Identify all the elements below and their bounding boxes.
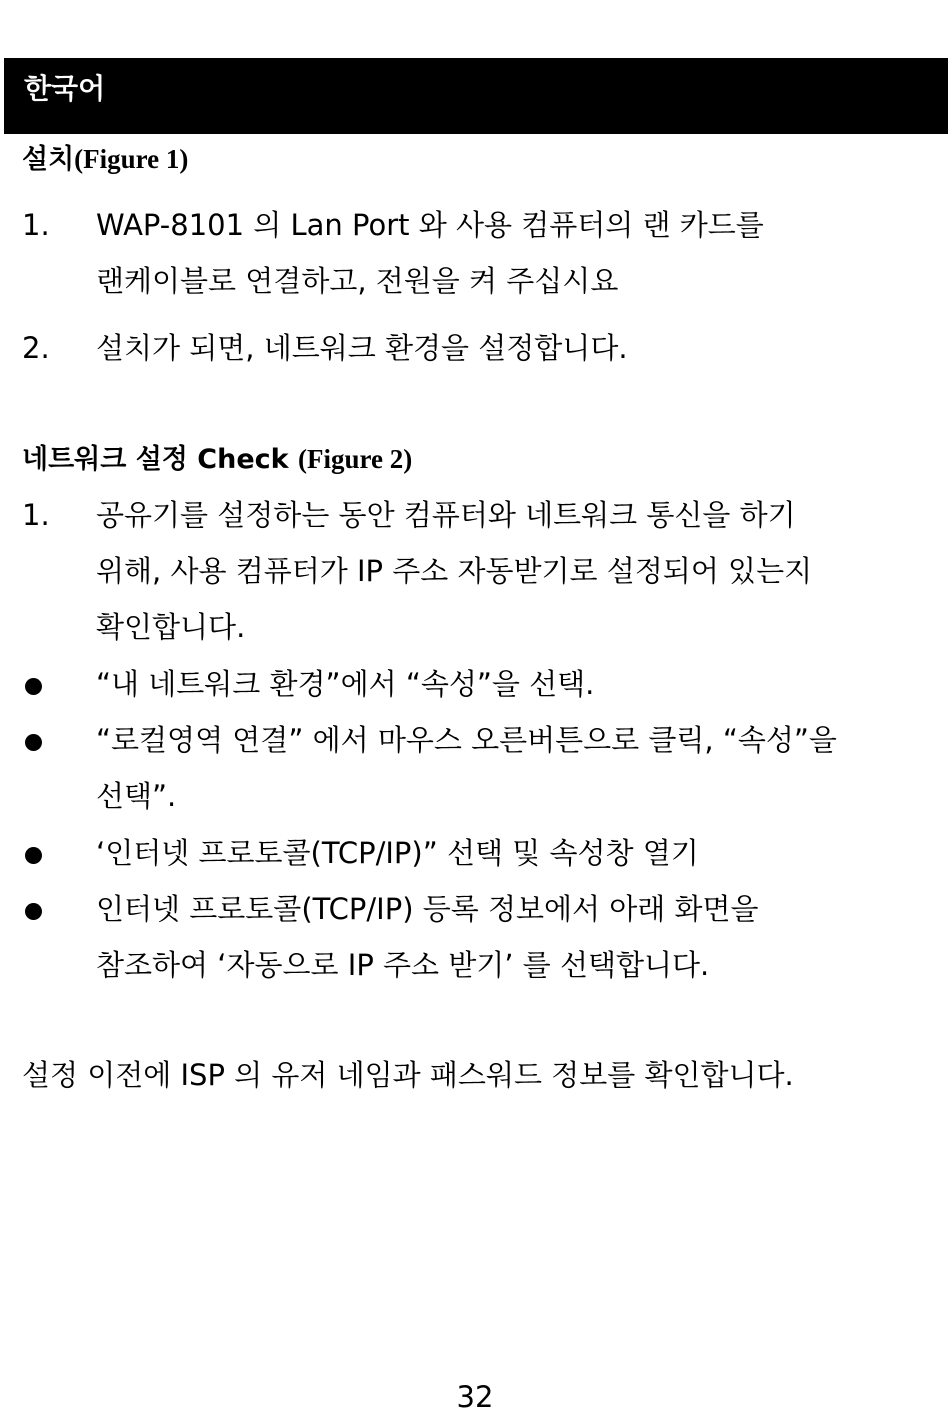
network-step-1-line3: 확인합니다.: [96, 610, 246, 644]
bullet-3-line1: ‘인터넷 프로토콜(TCP/IP)” 선택 및 속성창 열기: [96, 836, 699, 870]
network-step-1-line1: 공유기를 설정하는 동안 컴퓨터와 네트워크 통신을 하기: [96, 498, 796, 532]
install-step-1-line2: 랜케이블로 연결하고, 전원을 켜 주십시요: [96, 264, 619, 298]
bullet-4-line2: 참조하여 ‘자동으로 IP 주소 받기’ 를 선택합니다.: [96, 948, 710, 982]
install-step-2-number: 2.: [22, 331, 50, 365]
section-installation-title: 설치: [22, 144, 75, 175]
network-step-1-number: 1.: [22, 498, 50, 532]
bullet-dot-4: [25, 903, 42, 920]
install-step-1-line1: WAP-8101 의 Lan Port 와 사용 컴퓨터의 랜 카드를: [96, 208, 764, 242]
section-network-title: 네트워크 설정 Check: [22, 444, 289, 475]
network-step-1-line2: 위해, 사용 컴퓨터가 IP 주소 자동받기로 설정되어 있는지: [96, 554, 813, 588]
section-installation-figure: (Figure 1): [74, 144, 189, 174]
bullet-dot-3: [25, 847, 42, 864]
bullet-1-line1: “내 네트워크 환경”에서 “속성”을 선택.: [96, 667, 595, 701]
language-header-bar: [4, 58, 948, 134]
section-network-heading: [22, 443, 412, 476]
language-title: 한국어: [24, 72, 106, 105]
bullet-4-line1: 인터넷 프로토콜(TCP/IP) 등록 정보에서 아래 화면을: [96, 892, 759, 926]
install-step-2-line1: 설치가 되면, 네트워크 환경을 설정합니다.: [96, 331, 628, 365]
bullet-2-line2: 선택”.: [96, 779, 177, 813]
bullet-dot-1: [25, 678, 42, 695]
install-step-1-number: 1.: [22, 208, 50, 242]
isp-note: 설정 이전에 ISP 의 유저 네임과 패스워드 정보를 확인합니다.: [22, 1058, 794, 1092]
section-network-figure: (Figure 2): [298, 444, 413, 474]
page-number: 32: [456, 1380, 494, 1414]
bullet-2-line1: “로컬영역 연결” 에서 마우스 오른버튼으로 클릭, “속성”을: [96, 723, 837, 757]
section-installation-heading: [22, 143, 188, 176]
bullet-dot-2: [25, 734, 42, 751]
